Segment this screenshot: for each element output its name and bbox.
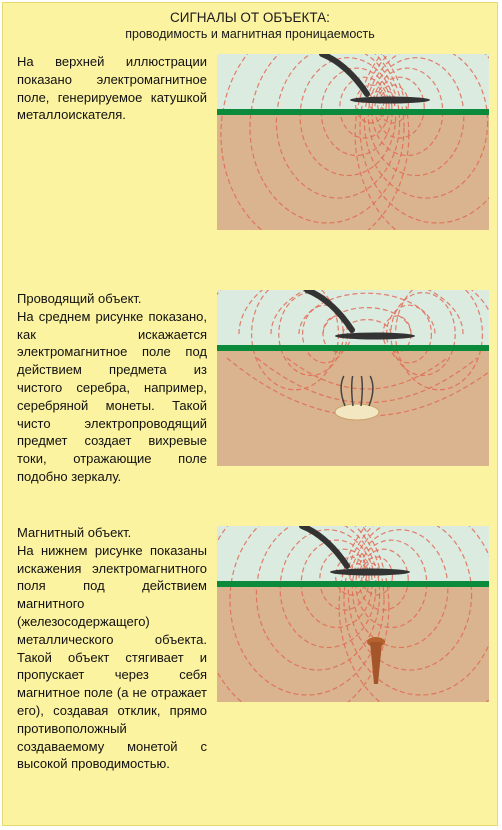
- figure-magnetic: [217, 526, 489, 702]
- paragraph-heading: Проводящий объект.: [17, 291, 142, 306]
- detector-coil-icon: [330, 569, 410, 576]
- paragraph: На верхней иллюстрации показано электромагнитное поле, генерируемое катушкой металлоискателя.: [17, 54, 207, 123]
- title-main: СИГНАЛЫ ОТ ОБЪЕКТА:: [170, 10, 330, 25]
- section-text-field: [17, 53, 207, 124]
- sky-area: [217, 290, 489, 348]
- figure-field: [217, 54, 489, 230]
- silver-coin-icon: [335, 404, 379, 420]
- grass-line: [217, 109, 489, 115]
- paragraph-heading: Магнитный объект.: [17, 525, 132, 540]
- title-subtitle: проводимость и магнитная проницаемость: [125, 27, 375, 41]
- section-text-conductive: [17, 290, 207, 486]
- page-title: [3, 10, 497, 42]
- field-illustration: [217, 54, 489, 230]
- paragraph: На среднем рисунке показано, как искажается электромагнитное поле под действием предмета из чистого серебра, например, серебряной монеты. Такой чисто электропроводящий предмет создает вихревые токи, отражающие поле подобно зеркалу.: [17, 308, 207, 484]
- sky-area: [217, 54, 489, 112]
- detector-coil-icon: [350, 97, 430, 104]
- grass-line: [217, 345, 489, 351]
- grass-line: [217, 581, 489, 587]
- conductive-illustration: [217, 290, 489, 466]
- section-text-magnetic: [17, 524, 207, 773]
- paragraph: На нижнем рисунке показаны искажения электромагнитного поля под действием магнитного (железосодержащего) металлического объекта. Такой объект стягивает и пропускает через себя магнитное поле (а не отражает его), создавая отклик, прямо противоположный создаваемому монетой с высокой проводимостью.: [17, 542, 207, 772]
- detector-coil-icon: [335, 333, 415, 340]
- figure-conductive: [217, 290, 489, 466]
- info-panel: [2, 2, 498, 826]
- magnetic-illustration: [217, 526, 489, 702]
